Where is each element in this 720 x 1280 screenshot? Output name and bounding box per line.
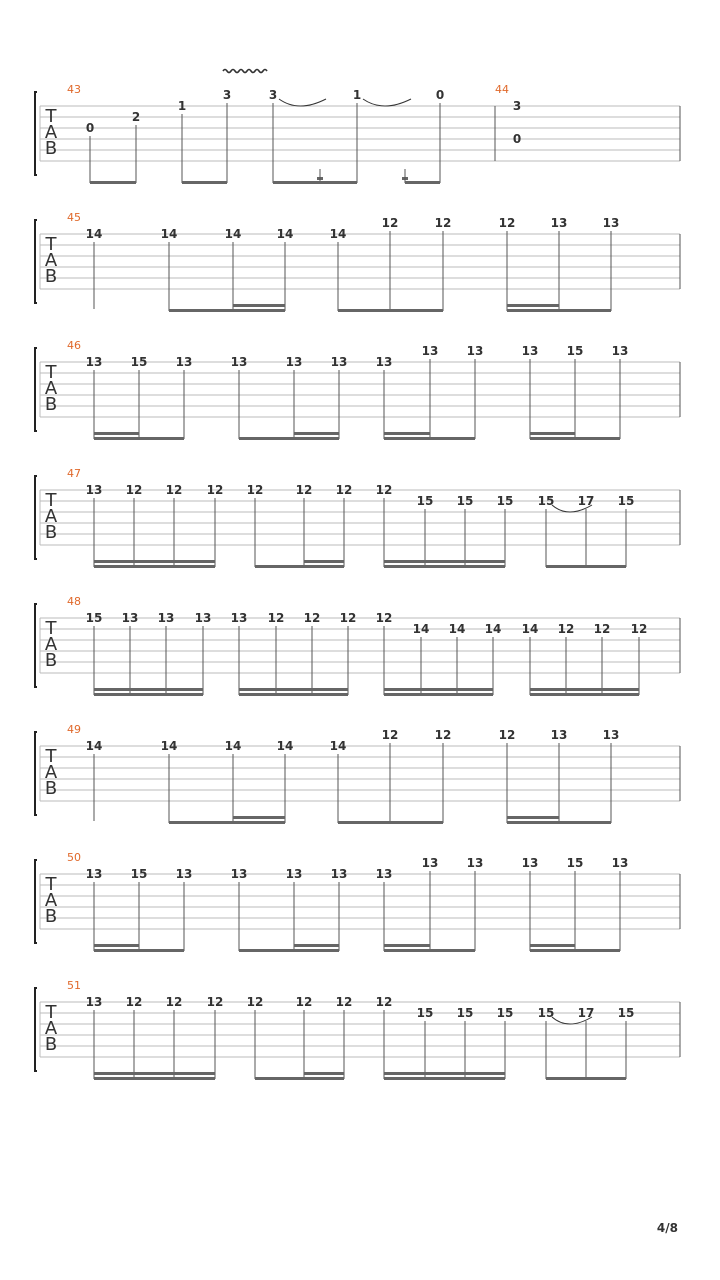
- fret-number: 15: [85, 611, 103, 625]
- secondary-beam: [294, 432, 339, 435]
- system-bracket: [35, 92, 37, 175]
- secondary-beam: [174, 560, 215, 563]
- measure-number: 49: [67, 723, 81, 736]
- secondary-beam: [566, 688, 602, 691]
- secondary-beam: [465, 1072, 505, 1075]
- tab-clef-letter: A: [44, 378, 58, 399]
- fret-number: 13: [85, 355, 103, 369]
- secondary-beam: [425, 1072, 465, 1075]
- secondary-beam: [94, 1072, 134, 1075]
- secondary-beam: [530, 688, 566, 691]
- secondary-beam: [276, 688, 312, 691]
- secondary-beam: [507, 304, 559, 307]
- fret-number: 12: [593, 622, 611, 636]
- fret-number: 14: [276, 739, 294, 753]
- fret-number: 13: [230, 867, 248, 881]
- fret-number: 14: [160, 227, 178, 241]
- fret-number: 15: [617, 494, 635, 508]
- fret-number: 12: [375, 995, 393, 1009]
- beam: [384, 437, 475, 440]
- secondary-beam: [94, 688, 130, 691]
- beam: [507, 309, 611, 312]
- fret-number: 12: [375, 611, 393, 625]
- fret-number: 13: [330, 867, 348, 881]
- fret-number: 13: [285, 355, 303, 369]
- tab-clef-letter: B: [44, 266, 58, 287]
- fret-number: 12: [165, 483, 183, 497]
- fret-number: 13: [175, 355, 193, 369]
- secondary-beam: [239, 688, 276, 691]
- fret-number: 12: [434, 216, 452, 230]
- fret-number: 15: [537, 1006, 555, 1020]
- fret-number: 12: [381, 728, 399, 742]
- fret-number: 14: [329, 739, 347, 753]
- tab-clef-letter: B: [44, 138, 58, 159]
- beam: [90, 181, 136, 184]
- fret-number: 12: [246, 483, 264, 497]
- secondary-beam: [166, 688, 203, 691]
- fret-number: 17: [577, 494, 595, 508]
- fret-number: 12: [295, 995, 313, 1009]
- tab-clef-letter: A: [44, 762, 58, 783]
- beam: [507, 821, 611, 824]
- fret-number: 12: [381, 216, 399, 230]
- fret-number: 14: [484, 622, 502, 636]
- tab-clef-letter: T: [45, 106, 57, 127]
- system-bracket: [35, 860, 37, 943]
- fret-number: 12: [125, 995, 143, 1009]
- secondary-beam: [174, 1072, 215, 1075]
- fret-number: 15: [496, 494, 514, 508]
- tab-clef-letter: T: [45, 234, 57, 255]
- fret-number: 12: [375, 483, 393, 497]
- fret-number: 14: [85, 739, 103, 753]
- fret-number: 13: [157, 611, 175, 625]
- fret-number: 15: [456, 1006, 474, 1020]
- tab-clef-letter: A: [44, 122, 58, 143]
- tab-clef-letter: A: [44, 1018, 58, 1039]
- tab-clef-letter: B: [44, 522, 58, 543]
- fret-number: 12: [557, 622, 575, 636]
- fret-number: 0: [85, 121, 95, 135]
- tab-clef-letter: T: [45, 1002, 57, 1023]
- fret-number: 13: [85, 483, 103, 497]
- tie-arc: [279, 99, 326, 106]
- fret-number: 13: [421, 856, 439, 870]
- beam: [338, 821, 443, 824]
- beam: [169, 821, 285, 824]
- fret-number: 12: [206, 995, 224, 1009]
- fret-number: 3: [222, 88, 232, 102]
- beam: [94, 437, 184, 440]
- fret-number: 13: [611, 856, 629, 870]
- fret-number: 13: [602, 216, 620, 230]
- secondary-beam: [384, 944, 430, 947]
- fret-number: 15: [566, 856, 584, 870]
- beam: [384, 1077, 505, 1080]
- measure-number: 45: [67, 211, 81, 224]
- measure-number: 43: [67, 83, 81, 96]
- tab-clef-letter: A: [44, 506, 58, 527]
- measure-number: 46: [67, 339, 81, 352]
- fret-number: 12: [267, 611, 285, 625]
- secondary-beam: [304, 1072, 344, 1075]
- fret-number: 15: [537, 494, 555, 508]
- beam: [384, 949, 475, 952]
- fret-number: 2: [131, 110, 141, 124]
- fret-number: 13: [85, 867, 103, 881]
- tab-clef-letter: B: [44, 778, 58, 799]
- tab-clef-letter: T: [45, 618, 57, 639]
- tab-clef-letter: A: [44, 634, 58, 655]
- fret-number: 13: [466, 344, 484, 358]
- fret-number: 15: [456, 494, 474, 508]
- beam: [273, 181, 357, 184]
- beam: [94, 1077, 215, 1080]
- beam: [94, 949, 184, 952]
- fret-number: 12: [630, 622, 648, 636]
- system-bracket: [35, 348, 37, 431]
- beam: [338, 309, 443, 312]
- fret-number: 13: [550, 728, 568, 742]
- fret-number: 13: [194, 611, 212, 625]
- secondary-beam: [94, 944, 139, 947]
- fret-number: 14: [224, 739, 242, 753]
- system-bracket: [35, 476, 37, 559]
- secondary-beam: [602, 688, 639, 691]
- fret-number: 15: [496, 1006, 514, 1020]
- fret-number: 13: [521, 344, 539, 358]
- fret-number: 15: [617, 1006, 635, 1020]
- fret-number: 14: [521, 622, 539, 636]
- secondary-beam: [530, 432, 575, 435]
- beam: [169, 309, 285, 312]
- fret-number: 3: [268, 88, 278, 102]
- tab-clef-letter: B: [44, 650, 58, 671]
- fret-number: 13: [85, 995, 103, 1009]
- tab-clef-letter: A: [44, 890, 58, 911]
- fret-number: 13: [611, 344, 629, 358]
- tie-arc: [363, 99, 411, 106]
- fret-number: 13: [375, 355, 393, 369]
- beam: [530, 693, 639, 696]
- beam: [182, 181, 227, 184]
- secondary-beam: [312, 688, 348, 691]
- beam: [546, 1077, 626, 1080]
- fret-number: 12: [434, 728, 452, 742]
- beam: [255, 565, 344, 568]
- tab-clef-letter: T: [45, 746, 57, 767]
- secondary-beam: [94, 432, 139, 435]
- secondary-beam: [134, 560, 174, 563]
- fret-number: 14: [224, 227, 242, 241]
- fret-number: 12: [165, 995, 183, 1009]
- system-bracket: [35, 604, 37, 687]
- fret-number: 13: [375, 867, 393, 881]
- fret-number: 13: [230, 355, 248, 369]
- tab-clef-letter: B: [44, 906, 58, 927]
- vibrato-mark: [223, 70, 267, 73]
- secondary-beam: [421, 688, 457, 691]
- fret-number: 12: [498, 216, 516, 230]
- tab-clef-letter: B: [44, 1034, 58, 1055]
- beam: [239, 437, 339, 440]
- secondary-beam: [465, 560, 505, 563]
- tab-clef-letter: T: [45, 490, 57, 511]
- fret-number: 13: [285, 867, 303, 881]
- beam: [546, 565, 626, 568]
- fret-number: 17: [577, 1006, 595, 1020]
- tab-clef-letter: A: [44, 250, 58, 271]
- fret-number: 13: [550, 216, 568, 230]
- measure-number: 47: [67, 467, 81, 480]
- secondary-beam: [233, 304, 285, 307]
- secondary-beam: [384, 560, 425, 563]
- page-number: 4/8: [656, 1221, 678, 1235]
- fret-number: 13: [230, 611, 248, 625]
- measure-number: 44: [495, 83, 509, 96]
- fret-number: 15: [130, 355, 148, 369]
- fret-number: 12: [303, 611, 321, 625]
- fret-number: 14: [160, 739, 178, 753]
- fret-number: 15: [416, 1006, 434, 1020]
- secondary-beam: [530, 944, 575, 947]
- fret-number: 1: [177, 99, 187, 113]
- secondary-beam: [425, 560, 465, 563]
- tab-clef-letter: T: [45, 874, 57, 895]
- fret-number: 12: [125, 483, 143, 497]
- beam: [530, 437, 620, 440]
- secondary-beam: [294, 944, 339, 947]
- secondary-beam: [134, 1072, 174, 1075]
- system-bracket: [35, 732, 37, 815]
- fret-number: 13: [602, 728, 620, 742]
- secondary-beam: [384, 1072, 425, 1075]
- system-bracket: [35, 988, 37, 1071]
- secondary-beam: [384, 688, 421, 691]
- beam: [239, 693, 348, 696]
- fret-number: 12: [246, 995, 264, 1009]
- beam: [239, 949, 339, 952]
- secondary-beam: [233, 816, 285, 819]
- secondary-beam: [457, 688, 493, 691]
- fret-number: 13: [466, 856, 484, 870]
- secondary-beam: [94, 560, 134, 563]
- fret-number: 15: [416, 494, 434, 508]
- system-bracket: [35, 220, 37, 303]
- fret-number: 14: [85, 227, 103, 241]
- secondary-beam: [384, 432, 430, 435]
- fret-number: 13: [175, 867, 193, 881]
- fret-number: 13: [421, 344, 439, 358]
- beam: [255, 1077, 344, 1080]
- fret-number: 12: [295, 483, 313, 497]
- fret-number: 12: [335, 995, 353, 1009]
- fret-number: 3: [512, 99, 522, 113]
- fret-number: 14: [276, 227, 294, 241]
- beam: [94, 693, 203, 696]
- fret-number: 12: [206, 483, 224, 497]
- measure-number: 48: [67, 595, 81, 608]
- fret-number: 13: [330, 355, 348, 369]
- beam: [405, 181, 440, 184]
- beam: [530, 949, 620, 952]
- fret-number: 12: [498, 728, 516, 742]
- fret-number: 1: [352, 88, 362, 102]
- measure-number: 51: [67, 979, 81, 992]
- fret-number: 14: [412, 622, 430, 636]
- fret-number: 13: [521, 856, 539, 870]
- fret-number: 0: [512, 132, 522, 146]
- fret-number: 13: [121, 611, 139, 625]
- fret-number: 12: [335, 483, 353, 497]
- fret-number: 15: [566, 344, 584, 358]
- beam: [384, 693, 493, 696]
- secondary-beam: [507, 816, 559, 819]
- fret-number: 12: [339, 611, 357, 625]
- tab-clef-letter: B: [44, 394, 58, 415]
- beam: [94, 565, 215, 568]
- fret-number: 0: [435, 88, 445, 102]
- tab-clef-letter: T: [45, 362, 57, 383]
- fret-number: 14: [329, 227, 347, 241]
- secondary-beam: [130, 688, 166, 691]
- secondary-beam: [304, 560, 344, 563]
- beam: [384, 565, 505, 568]
- measure-number: 50: [67, 851, 81, 864]
- fret-number: 14: [448, 622, 466, 636]
- fret-number: 15: [130, 867, 148, 881]
